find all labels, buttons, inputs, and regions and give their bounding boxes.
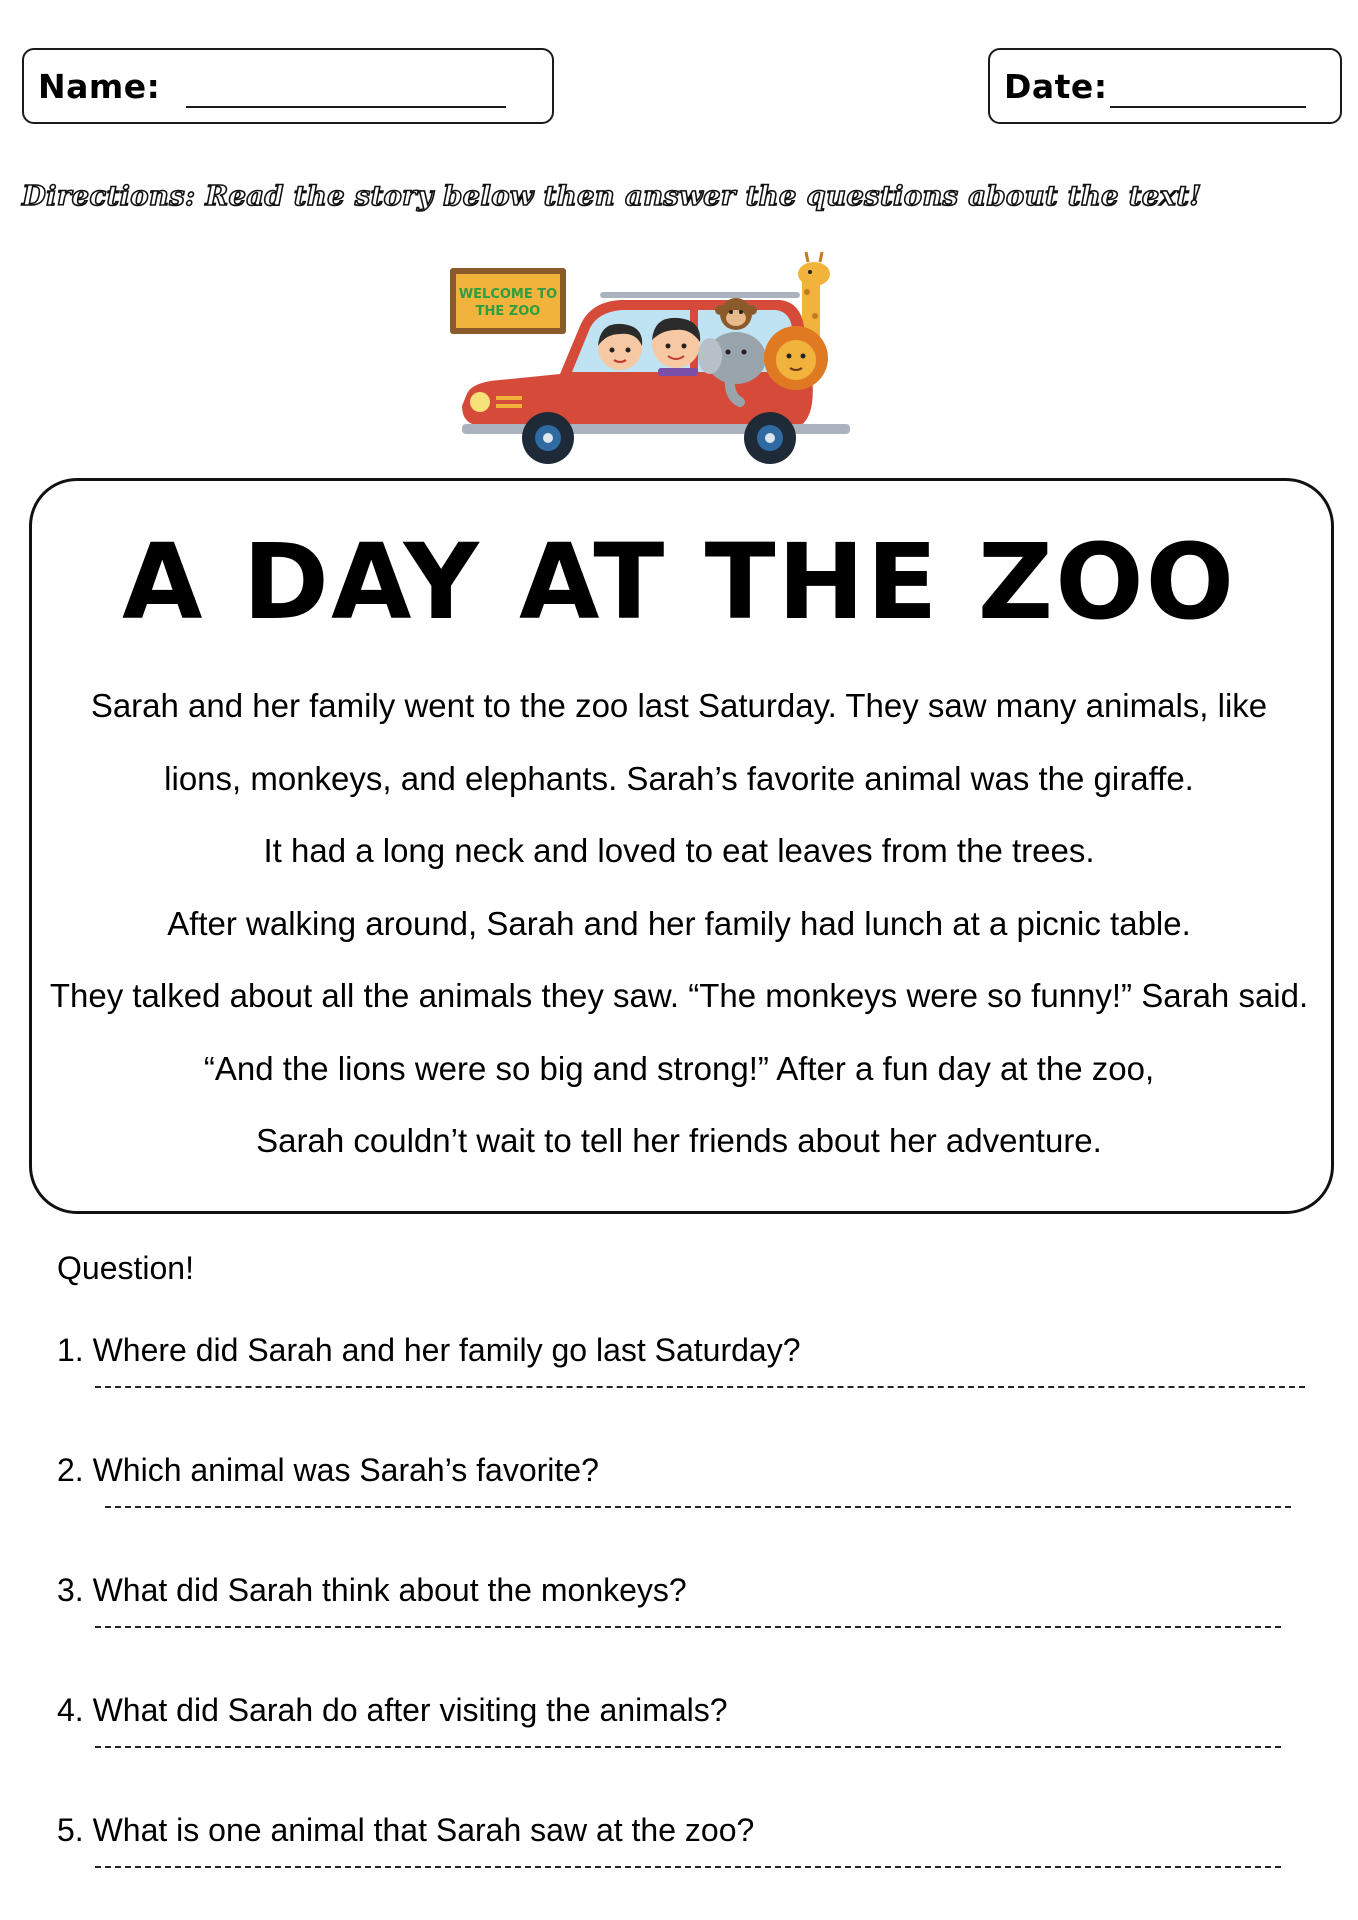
story-line: Sarah and her family went to the zoo last Saturday. They saw many animals, like [90, 687, 1268, 724]
welcome-sign [450, 268, 566, 334]
story-title: A DAY AT THE ZOO [121, 521, 1237, 643]
answer-line[interactable] [95, 1866, 1281, 1868]
date-label: Date: [1004, 66, 1108, 106]
answer-line[interactable] [95, 1626, 1281, 1628]
zoo-car-illustration [440, 246, 880, 482]
question-item [57, 1450, 1327, 1490]
sign-line2: THE ZOO [475, 304, 541, 319]
story-line: lions, monkeys, and elephants. Sarah’s favorite animal was the giraffe. [164, 759, 1194, 797]
question-item [57, 1570, 1327, 1610]
answer-line[interactable] [95, 1386, 1305, 1388]
name-write-line[interactable] [186, 106, 506, 108]
question-text: 4. What did Sarah do after visiting the animals? [57, 1692, 728, 1728]
story-line: They talked about all the animals they saw. “The monkeys were so funny!” Sarah said. [49, 977, 1309, 1014]
story-line: After walking around, Sarah and her family had lunch at a picnic table. [167, 904, 1191, 942]
questions-heading: Question! [57, 1250, 194, 1286]
answer-line[interactable] [95, 1746, 1281, 1748]
story-line: It had a long neck and loved to eat leaves from the trees. [263, 832, 1095, 869]
date-write-line[interactable] [1110, 106, 1306, 108]
question-item [57, 1810, 1327, 1850]
rear-wheel-icon [744, 412, 796, 464]
girl-icon [598, 324, 642, 370]
directions-text: Directions: Read the story below then answer the questions about the text! [22, 180, 1202, 212]
story-line: Sarah couldn’t wait to tell her friends about her adventure. [256, 1122, 1102, 1159]
question-text: 3. What did Sarah think about the monkeys? [57, 1572, 687, 1608]
question-text: 1. Where did Sarah and her family go last Saturday? [57, 1332, 801, 1368]
name-label: Name: [38, 66, 161, 106]
answer-line[interactable] [105, 1506, 1291, 1508]
question-item [57, 1330, 1327, 1370]
sign-line1: WELCOME TO [458, 287, 558, 302]
story-text [40, 676, 1318, 1184]
front-wheel-icon [522, 412, 574, 464]
question-text: 2. Which animal was Sarah’s favorite? [57, 1452, 599, 1488]
story-line: “And the lions were so big and strong!” After a fun day at the zoo, [203, 1049, 1155, 1087]
date-field-box [988, 48, 1342, 124]
name-field-box [22, 48, 554, 124]
question-item [57, 1690, 1327, 1730]
question-text: 5. What is one animal that Sarah saw at the zoo? [57, 1812, 755, 1848]
lion-icon [764, 326, 828, 390]
